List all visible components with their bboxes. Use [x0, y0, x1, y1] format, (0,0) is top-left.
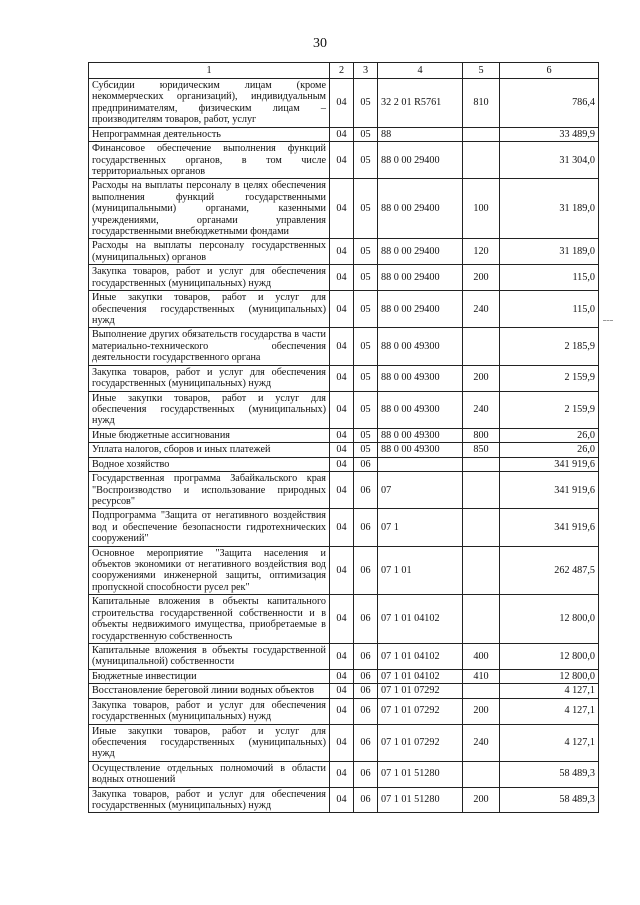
cell-amount: 786,4	[500, 79, 599, 128]
table-row	[89, 291, 599, 328]
cell-amount: 115,0	[500, 291, 599, 328]
cell-section-code: 04	[330, 428, 354, 442]
table-row	[89, 761, 599, 787]
cell-target-article-code: 88 0 00 49300	[378, 328, 463, 365]
cell-expense-type-code	[463, 684, 500, 698]
table-row	[89, 643, 599, 669]
cell-subsection-code: 05	[354, 428, 378, 442]
cell-target-article-code: 88 0 00 29400	[378, 142, 463, 179]
table-row	[89, 669, 599, 683]
cell-item-name: Подпрограмма "Защита от негативного воздействия вод и обеспечение безопасности гидротехнических сооружений"	[89, 509, 330, 546]
cell-amount: 2 159,9	[500, 365, 599, 391]
cell-expense-type-code: 200	[463, 698, 500, 724]
table-header-row	[89, 63, 599, 79]
cell-amount: 33 489,9	[500, 127, 599, 141]
budget-table	[88, 62, 599, 813]
cell-amount: 31 304,0	[500, 142, 599, 179]
cell-target-article-code: 07 1 01 07292	[378, 724, 463, 761]
table-row	[89, 684, 599, 698]
cell-expense-type-code: 200	[463, 365, 500, 391]
cell-amount: 341 919,6	[500, 457, 599, 471]
cell-amount: 341 919,6	[500, 472, 599, 509]
cell-target-article-code: 07 1 01 04102	[378, 595, 463, 644]
table-row	[89, 546, 599, 595]
cell-section-code: 04	[330, 142, 354, 179]
cell-target-article-code: 88 0 00 49300	[378, 443, 463, 457]
cell-amount: 115,0	[500, 265, 599, 291]
cell-amount: 31 189,0	[500, 179, 599, 239]
cell-item-name: Выполнение других обязательств государства в части материально-технического обеспечения деятельности государственного органа	[89, 328, 330, 365]
cell-section-code: 04	[330, 669, 354, 683]
cell-expense-type-code	[463, 457, 500, 471]
cell-item-name: Капитальные вложения в объекты капитального строительства государственной собственности и в объекты недвижимого имущества, приобретаемые в государственную собственность	[89, 595, 330, 644]
column-header: 6	[500, 63, 599, 79]
cell-section-code: 04	[330, 391, 354, 428]
cell-target-article-code: 07 1 01 07292	[378, 698, 463, 724]
cell-section-code: 04	[330, 127, 354, 141]
table-row	[89, 79, 599, 128]
cell-section-code: 04	[330, 724, 354, 761]
cell-subsection-code: 05	[354, 391, 378, 428]
cell-expense-type-code: 810	[463, 79, 500, 128]
cell-subsection-code: 05	[354, 443, 378, 457]
cell-target-article-code: 07 1 01 51280	[378, 761, 463, 787]
cell-expense-type-code	[463, 546, 500, 595]
cell-subsection-code: 05	[354, 328, 378, 365]
cell-amount: 12 800,0	[500, 643, 599, 669]
cell-section-code: 04	[330, 443, 354, 457]
cell-amount: 31 189,0	[500, 239, 599, 265]
cell-target-article-code: 07 1 01 04102	[378, 643, 463, 669]
cell-amount: 12 800,0	[500, 595, 599, 644]
cell-section-code: 04	[330, 265, 354, 291]
column-header: 3	[354, 63, 378, 79]
cell-subsection-code: 06	[354, 761, 378, 787]
cell-target-article-code: 88 0 00 29400	[378, 239, 463, 265]
cell-subsection-code: 05	[354, 365, 378, 391]
cell-expense-type-code	[463, 595, 500, 644]
table-row	[89, 509, 599, 546]
cell-item-name: Закупка товаров, работ и услуг для обеспечения государственных (муниципальных) нужд	[89, 265, 330, 291]
cell-target-article-code: 88	[378, 127, 463, 141]
cell-amount: 4 127,1	[500, 698, 599, 724]
table-row	[89, 239, 599, 265]
cell-subsection-code: 06	[354, 457, 378, 471]
cell-section-code: 04	[330, 79, 354, 128]
cell-expense-type-code: 800	[463, 428, 500, 442]
cell-expense-type-code: 240	[463, 391, 500, 428]
cell-amount: 4 127,1	[500, 724, 599, 761]
table-row	[89, 127, 599, 141]
cell-amount: 12 800,0	[500, 669, 599, 683]
cell-section-code: 04	[330, 472, 354, 509]
table-row	[89, 698, 599, 724]
cell-target-article-code: 88 0 00 49300	[378, 391, 463, 428]
table-body	[89, 79, 599, 813]
cell-amount: 2 185,9	[500, 328, 599, 365]
cell-item-name: Водное хозяйство	[89, 457, 330, 471]
cell-subsection-code: 06	[354, 787, 378, 813]
cell-subsection-code: 06	[354, 595, 378, 644]
cell-target-article-code	[378, 457, 463, 471]
cell-subsection-code: 05	[354, 79, 378, 128]
page-number: 30	[313, 36, 327, 51]
cell-item-name: Закупка товаров, работ и услуг для обеспечения государственных (муниципальных) нужд	[89, 365, 330, 391]
cell-expense-type-code: 120	[463, 239, 500, 265]
cell-target-article-code: 07 1 01	[378, 546, 463, 595]
cell-section-code: 04	[330, 546, 354, 595]
cell-item-name: Закупка товаров, работ и услуг для обеспечения государственных (муниципальных) нужд	[89, 698, 330, 724]
cell-expense-type-code	[463, 328, 500, 365]
cell-item-name: Закупка товаров, работ и услуг для обеспечения государственных (муниципальных) нужд	[89, 787, 330, 813]
column-header: 5	[463, 63, 500, 79]
cell-target-article-code: 07 1 01 07292	[378, 684, 463, 698]
cell-expense-type-code: 850	[463, 443, 500, 457]
cell-section-code: 04	[330, 698, 354, 724]
scan-artifact-mark	[603, 320, 613, 322]
cell-target-article-code: 88 0 00 49300	[378, 365, 463, 391]
cell-amount: 58 489,3	[500, 761, 599, 787]
cell-expense-type-code: 100	[463, 179, 500, 239]
cell-section-code: 04	[330, 179, 354, 239]
cell-expense-type-code	[463, 472, 500, 509]
cell-section-code: 04	[330, 761, 354, 787]
cell-subsection-code: 06	[354, 643, 378, 669]
cell-item-name: Расходы на выплаты персоналу государственных (муниципальных) органов	[89, 239, 330, 265]
cell-subsection-code: 05	[354, 127, 378, 141]
cell-item-name: Осуществление отдельных полномочий в области водных отношений	[89, 761, 330, 787]
column-header: 1	[89, 63, 330, 79]
cell-subsection-code: 06	[354, 724, 378, 761]
cell-expense-type-code: 200	[463, 265, 500, 291]
cell-subsection-code: 06	[354, 684, 378, 698]
cell-expense-type-code: 400	[463, 643, 500, 669]
cell-amount: 26,0	[500, 428, 599, 442]
cell-subsection-code: 05	[354, 239, 378, 265]
cell-target-article-code: 07	[378, 472, 463, 509]
cell-subsection-code: 06	[354, 509, 378, 546]
table-row	[89, 365, 599, 391]
cell-section-code: 04	[330, 509, 354, 546]
cell-expense-type-code: 410	[463, 669, 500, 683]
cell-subsection-code: 05	[354, 265, 378, 291]
cell-amount: 262 487,5	[500, 546, 599, 595]
cell-subsection-code: 05	[354, 142, 378, 179]
cell-item-name: Восстановление береговой линии водных объектов	[89, 684, 330, 698]
cell-subsection-code: 06	[354, 669, 378, 683]
table-row	[89, 179, 599, 239]
cell-item-name: Основное мероприятие "Защита населения и объектов экономики от негативного воздействия вод сооружениями инженерной защиты, оптимизация пропускной способности русел рек"	[89, 546, 330, 595]
cell-item-name: Финансовое обеспечение выполнения функций государственных органов, в том числе территориальных органов	[89, 142, 330, 179]
cell-item-name: Иные закупки товаров, работ и услуг для обеспечения государственных (муниципальных) нужд	[89, 391, 330, 428]
cell-expense-type-code: 240	[463, 724, 500, 761]
table-row	[89, 595, 599, 644]
cell-section-code: 04	[330, 291, 354, 328]
cell-amount: 4 127,1	[500, 684, 599, 698]
cell-item-name: Расходы на выплаты персоналу в целях обеспечения выполнения функций государственными (муниципальными) органами, казенными учреждениями, органами управления государственными внебюджетными фондами	[89, 179, 330, 239]
column-header: 4	[378, 63, 463, 79]
table-row	[89, 391, 599, 428]
cell-item-name: Капитальные вложения в объекты государственной (муниципальной) собственности	[89, 643, 330, 669]
table-row	[89, 142, 599, 179]
table-row	[89, 457, 599, 471]
table-row	[89, 787, 599, 813]
cell-section-code: 04	[330, 365, 354, 391]
cell-expense-type-code	[463, 509, 500, 546]
cell-target-article-code: 07 1 01 04102	[378, 669, 463, 683]
cell-section-code: 04	[330, 643, 354, 669]
cell-section-code: 04	[330, 595, 354, 644]
table-row	[89, 472, 599, 509]
cell-item-name: Бюджетные инвестиции	[89, 669, 330, 683]
cell-item-name: Иные закупки товаров, работ и услуг для обеспечения государственных (муниципальных) нужд	[89, 724, 330, 761]
cell-target-article-code: 88 0 00 29400	[378, 291, 463, 328]
cell-target-article-code: 32 2 01 R5761	[378, 79, 463, 128]
cell-subsection-code: 06	[354, 472, 378, 509]
cell-item-name: Иные закупки товаров, работ и услуг для обеспечения государственных (муниципальных) нужд	[89, 291, 330, 328]
table-row	[89, 428, 599, 442]
cell-section-code: 04	[330, 328, 354, 365]
cell-amount: 26,0	[500, 443, 599, 457]
cell-section-code: 04	[330, 457, 354, 471]
table-row	[89, 328, 599, 365]
cell-target-article-code: 88 0 00 29400	[378, 265, 463, 291]
cell-subsection-code: 06	[354, 698, 378, 724]
cell-item-name: Субсидии юридическим лицам (кроме некоммерческих организаций), индивидуальным предпринимателям, физическим лицам – производителям товаров, работ, услуг	[89, 79, 330, 128]
cell-section-code: 04	[330, 684, 354, 698]
column-header: 2	[330, 63, 354, 79]
cell-subsection-code: 05	[354, 179, 378, 239]
cell-section-code: 04	[330, 239, 354, 265]
table-row	[89, 443, 599, 457]
cell-item-name: Государственная программа Забайкальского края "Воспроизводство и использование природных ресурсов"	[89, 472, 330, 509]
table-row	[89, 724, 599, 761]
table-row	[89, 265, 599, 291]
cell-item-name: Иные бюджетные ассигнования	[89, 428, 330, 442]
cell-amount: 341 919,6	[500, 509, 599, 546]
cell-subsection-code: 06	[354, 546, 378, 595]
cell-item-name: Непрограммная деятельность	[89, 127, 330, 141]
cell-target-article-code: 07 1	[378, 509, 463, 546]
cell-expense-type-code	[463, 761, 500, 787]
cell-subsection-code: 05	[354, 291, 378, 328]
cell-target-article-code: 88 0 00 29400	[378, 179, 463, 239]
cell-expense-type-code	[463, 127, 500, 141]
cell-amount: 2 159,9	[500, 391, 599, 428]
cell-section-code: 04	[330, 787, 354, 813]
cell-expense-type-code: 200	[463, 787, 500, 813]
cell-expense-type-code: 240	[463, 291, 500, 328]
cell-target-article-code: 07 1 01 51280	[378, 787, 463, 813]
cell-amount: 58 489,3	[500, 787, 599, 813]
cell-target-article-code: 88 0 00 49300	[378, 428, 463, 442]
cell-expense-type-code	[463, 142, 500, 179]
cell-item-name: Уплата налогов, сборов и иных платежей	[89, 443, 330, 457]
